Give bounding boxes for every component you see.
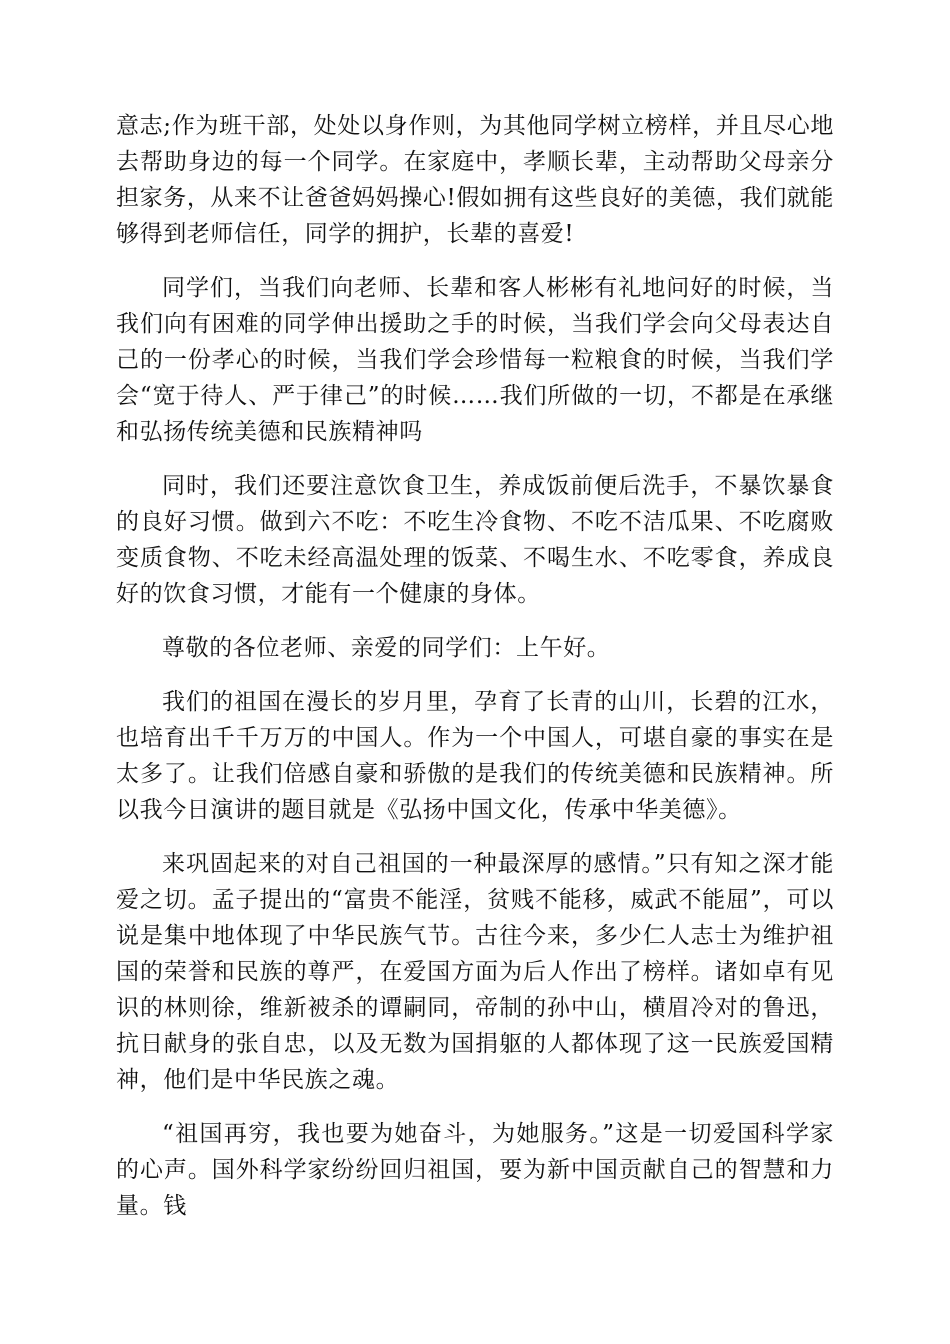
paragraph-1: 意志;作为班干部，处处以身作则，为其他同学树立榜样，并且尽心地去帮助身边的每一个同学。在家庭中，孝顺长辈，主动帮助父母亲分担家务，从来不让爸爸妈妈操心!假如拥有这些良好的美德，我们就能够得到老师信任，同学的拥护，长辈的喜爱!	[116, 113, 834, 247]
paragraph-6: 来巩固起来的对自己祖国的一种最深厚的感情。”只有知之深才能爱之切。孟子提出的“富贵不能淫，贫贱不能移，威武不能屈”，可以说是集中地体现了中华民族气节。古往今来，多少仁人志士为维护祖国的荣誉和民族的尊严，在爱国方面为后人作出了榜样。诸如卓有见识的林则徐，维新被杀的谭嗣同，帝制的孙中山，横眉冷对的鲁迅，抗日献身的张自忠，以及无数为国捐躯的人都体现了这一民族爱国精神，他们是中华民族之魂。	[116, 851, 834, 1093]
paragraph-5: 我们的祖国在漫长的岁月里，孕育了长青的山川，长碧的江水，也培育出千千万万的中国人。作为一个中国人，可堪自豪的事实在是太多了。让我们倍感自豪和骄傲的是我们的传统美德和民族精神。所以我今日演讲的题目就是《弘扬中国文化，传承中华美德》。	[116, 689, 834, 823]
document-page	[116, 108, 834, 1242]
paragraph-2: 同学们，当我们向老师、长辈和客人彬彬有礼地问好的时候，当我们向有困难的同学伸出援助之手的时候，当我们学会向父母表达自己的一份孝心的时候，当我们学会珍惜每一粒粮食的时候，当我们学会“宽于待人、严于律己”的时候……我们所做的一切，不都是在承继和弘扬传统美德和民族精神吗	[116, 275, 834, 445]
paragraph-4: 尊敬的各位老师、亲爱的同学们：上午好。	[162, 635, 611, 661]
paragraph-7: “祖国再穷，我也要为她奋斗，为她服务。”这是一切爱国科学家的心声。国外科学家纷纷回归祖国，要为新中国贡献自己的智慧和力量。钱	[116, 1121, 834, 1219]
paragraph-3: 同时，我们还要注意饮食卫生，养成饭前便后洗手，不暴饮暴食的良好习惯。做到六不吃：不吃生冷食物、不吃不洁瓜果、不吃腐败变质食物、不吃未经高温处理的饭菜、不喝生水、不吃零食，养成良好的饮食习惯，才能有一个健康的身体。	[116, 473, 834, 607]
